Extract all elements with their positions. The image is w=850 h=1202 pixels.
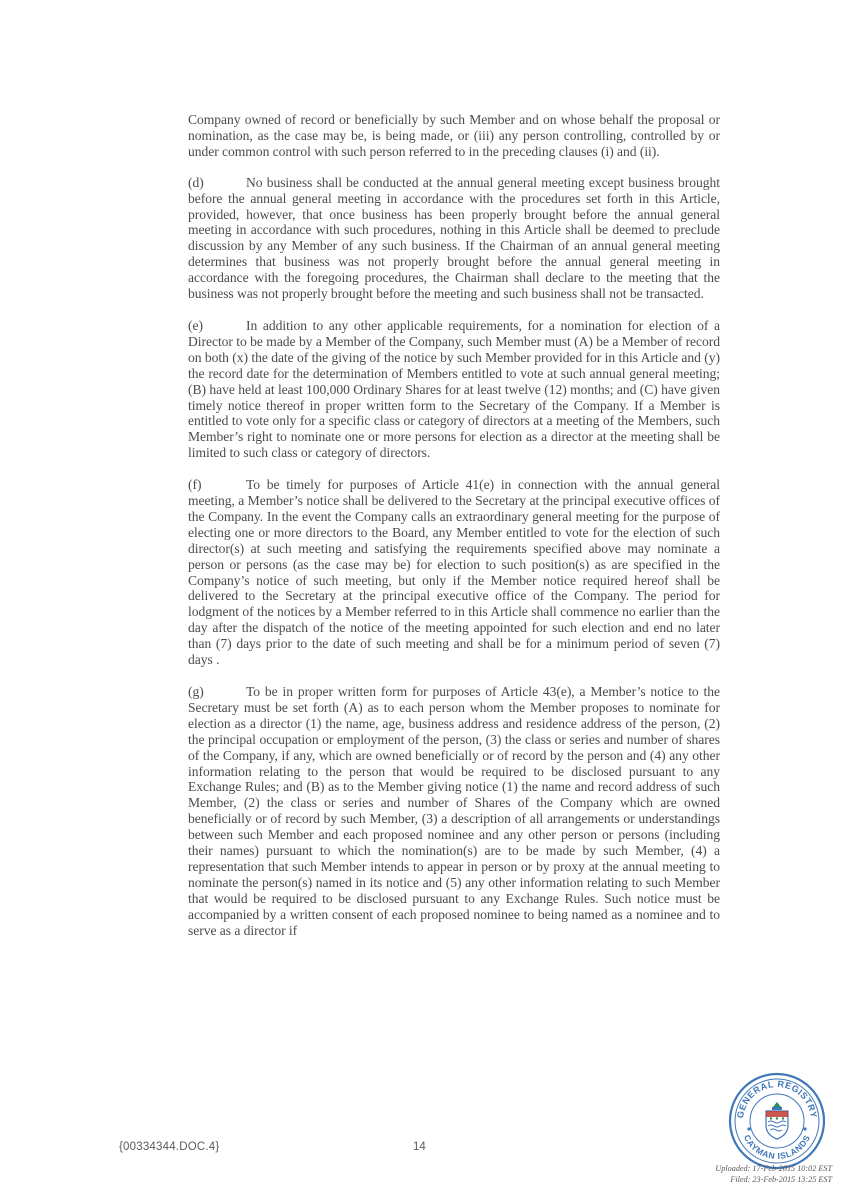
document-reference: {00334344.DOC.4} <box>119 1141 220 1153</box>
seal-top-text: GENERAL REGISTRY <box>735 1078 819 1119</box>
paragraph-text: Company owned of record or beneficially by such Member and on whose behalf the proposal or nomination, as the case may be, is being made, or (iii) any person controlling, controlled by or under common control with such person referred to in the preceding clauses (i) and (ii). <box>188 112 720 159</box>
paragraph-marker: (d) <box>188 174 204 190</box>
paragraph-text: To be in proper written form for purposes of Article 43(e), a Member’s notice to the Secretary must be set forth (A) as to each person whom the Member proposes to nominate for election as a director (1) the name, age, business address and residence address of the person, (2) the principal occupation or employment of the person, (3) the class or series and number of shares of the Company, if any, which are owned beneficially or of record by the person and (4) any other information relating to the person that would be required to be disclosed pursuant to any Exchange Rules; and (B) as to the Member giving notice (1) the name and record address of such Member, (2) the class or series and number of Shares of the Company which are owned beneficially or of record by such Member, (3) a description of all arrangements or understandings between such Member and each proposed nominee and any other person or persons (including their names) pursuant to which the nomination(s) are to be made by such Member, (4) a representation that such Member intends to appear in person or by proxy at the annual meeting to nominate the person(s) named in its notice and (5) any other information relating to such Member that would be required to be disclosed pursuant to any Exchange Rules. Such notice must be accompanied by a written consent of each proposed nominee to being named as a nominee and to serve as a director if <box>188 684 720 938</box>
paragraph-text: To be timely for purposes of Article 41(e) in connection with the annual general meeting, a Member’s notice shall be delivered to the Secretary at the principal executive offices of the Company. In the event the Company calls an extraordinary general meeting for the purpose of electing one or more directors to the Board, any Member entitled to vote for the election of such director(s) at such meeting and satisfying the requirements specified above may nominate a person or persons (as the case may be) for election to such position(s) as are specified in the Company’s notice of such meeting, but only if the Member notice required hereof shall be delivered to the Secretary at the principal executive office of the Company. The period for lodgment of the notices by a Member referred to in this Article shall commence no earlier than the day after the dispatch of the notice of the meeting appointed for such election and end no later than (7) days prior to the date of such meeting and shall be for a minimum period of seven (7) days . <box>188 477 720 668</box>
filed-date: Filed: 23-Feb-2015 13:25 EST <box>730 1175 832 1184</box>
paragraph-text: No business shall be conducted at the annual general meeting except business brought before the annual general meeting in accordance with the procedures set forth in this Article, provided, however, that once business has been properly brought before the annual general meeting in accordance with such procedures, nothing in this Article shall be deemed to preclude discussion by any Member of any such business. If the Chairman of an annual general meeting determines that business was not properly brought before the annual general meeting in accordance with the foregoing procedures, the Chairman shall declare to the meeting that the business was not properly brought before the meeting and such business shall not be transacted. <box>188 174 720 302</box>
general-registry-seal-icon <box>727 1071 827 1171</box>
uploaded-date: Uploaded: 17-Feb-2015 10:02 EST <box>715 1164 832 1173</box>
document-body <box>188 112 720 955</box>
paragraph-text: In addition to any other applicable requirements, for a nomination for election of a Director to be made by a Member of the Company, such Member must (A) be a Member of record on both (x) the date of the giving of the notice by such Member provided for in this Article and (y) the record date for the determination of Members entitled to vote at such annual general meeting; (B) have held at least 100,000 Ordinary Shares for at least twelve (12) months; and (C) have given timely notice thereof in proper written form to the Secretary of the Company. If a Member is entitled to vote only for a specific class or category of directors at a meeting of the Members, such Member’s right to nominate one or more persons for election as a director at the meeting shall be limited to such class or category of directors. <box>188 317 720 461</box>
filing-stamp <box>715 1163 832 1185</box>
paragraph-continuation <box>188 112 720 160</box>
paragraph-g <box>188 684 720 939</box>
page-number: 14 <box>413 1141 426 1153</box>
paragraph-marker: (f) <box>188 477 202 493</box>
paragraph-d <box>188 175 720 302</box>
paragraph-e <box>188 318 720 461</box>
seal-bottom-text: CAYMAN ISLANDS <box>741 1133 813 1162</box>
paragraph-f <box>188 477 720 668</box>
paragraph-marker: (e) <box>188 317 203 333</box>
paragraph-marker: (g) <box>188 684 204 699</box>
